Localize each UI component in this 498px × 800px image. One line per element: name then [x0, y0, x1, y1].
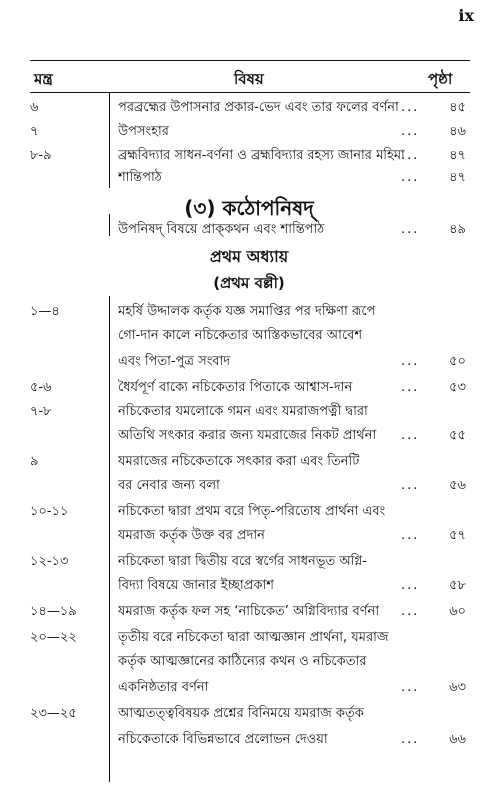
- toc-row-mantra: ৬: [30, 100, 39, 115]
- toc-row-subject: অতিথি সৎকার করার জন্য যমরাজের নিকট প্রার্থনা: [118, 428, 377, 443]
- toc-row-subject: ধৈর্যপূর্ণ বাক্যে নচিকেতার পিতাকে আশ্বাস-দান: [118, 380, 353, 395]
- toc-row-subject: মহর্ষি উদ্দালক কর্তৃক যজ্ঞ সমাপ্তির পর দক্ষিণা রূপে: [118, 304, 376, 319]
- header-page: পৃষ্ঠা: [428, 70, 453, 88]
- toc-row-subject: পরব্রহ্মের উপাসনার প্রকার-ভেদ এবং তার ফলের বর্ণনা: [118, 100, 399, 115]
- toc-row-subject: নচিকেতার যমলোকে গমন এবং যমরাজপত্নী দ্বারা: [118, 404, 368, 419]
- toc-row-subject: শান্তিপাঠ: [118, 170, 162, 185]
- header-top-rule: [30, 60, 470, 61]
- toc-row-mantra: ১৪—১৯: [30, 604, 77, 619]
- toc-row-page: ৫৫: [449, 428, 466, 443]
- toc-row-mantra: ৭-৮: [30, 404, 52, 419]
- toc-row-subject: কর্তৃক আত্মজ্ঞানের কাঠিন্যের কথন ও নচিকেতার: [118, 654, 367, 669]
- toc-row-subject: একনিষ্ঠতার বর্ণনা: [118, 680, 209, 695]
- toc-row-subject: আত্মতত্ত্ববিষয়ক প্রশ্নের বিনিময়ে যমরাজ কর্তৃক: [118, 706, 364, 721]
- toc-row-page: ৫৮: [449, 578, 466, 593]
- toc-row-leader: ...: [401, 732, 420, 747]
- toc-row-subject: ব্রহ্মবিদ্যার সাধন-বর্ণনা ও ব্রহ্মবিদ্যার রহস্য জানার মহিমা: [118, 148, 405, 163]
- toc-row-subject: উপনিষদ্ বিষয়ে প্রাক্‌কথন এবং শান্তিপাঠ: [118, 222, 325, 237]
- toc-row-subject: নচিকেতা দ্বারা প্রথম বরে পিতৃ-পরিতোষ প্রার্থনা এবং: [118, 504, 386, 519]
- toc-row-page: ৬৩: [449, 680, 466, 695]
- toc-row-leader: ...: [401, 222, 420, 237]
- toc-row-leader: ...: [401, 100, 420, 115]
- toc-row-mantra: ১০-১১: [30, 504, 69, 519]
- toc-row-leader: ...: [401, 170, 420, 185]
- header-subject: বিষয়: [234, 70, 264, 88]
- header-bottom-rule: [30, 92, 470, 93]
- column-divider: [109, 92, 110, 188]
- toc-row-page: ৫৩: [449, 380, 466, 395]
- toc-row-leader: ...: [401, 148, 420, 163]
- toc-row-subject: বর নেবার জন্য বলা: [118, 478, 220, 493]
- toc-row-leader: ...: [401, 528, 420, 543]
- valli-title: (প্রথম বল্লী): [213, 274, 285, 292]
- column-divider: [109, 296, 110, 782]
- toc-row-subject: যমরাজ কর্তৃক উক্ত বর প্রদান: [118, 528, 265, 543]
- chapter-title: প্রথম অধ্যায়: [209, 247, 289, 266]
- toc-row-leader: ...: [401, 604, 420, 619]
- toc-row-page: ৬৬: [449, 732, 466, 747]
- toc-row-page: ৪৫: [449, 100, 466, 115]
- toc-row-subject: যমরাজ কর্তৃক ফল সহ ‘নাচিকেত’ অগ্নিবিদ্যার বর্ণনা: [118, 604, 380, 619]
- toc-row-leader: ...: [401, 680, 420, 695]
- toc-row-subject: বিদ্যা বিষয়ে জানার ইচ্ছাপ্রকাশ: [118, 578, 274, 593]
- toc-row-page: ৫০: [449, 354, 466, 369]
- page-number: ix: [458, 6, 474, 25]
- toc-row-subject: উপসংহার: [118, 124, 169, 139]
- toc-row-mantra: ১—৪: [30, 304, 60, 319]
- section-title: (৩) কঠোপনিষদ্: [184, 196, 314, 220]
- toc-row-leader: ...: [401, 578, 420, 593]
- toc-row-mantra: ২৩—২৫: [30, 706, 77, 721]
- toc-row-subject: যমরাজের নচিকেতাকে সৎকার করা এবং তিনটি: [118, 454, 360, 469]
- toc-row-subject: এবং পিতা-পুত্র সংবাদ: [118, 354, 231, 369]
- toc-row-page: ৪৭: [449, 148, 466, 163]
- toc-row-subject: তৃতীয় বরে নচিকেতা দ্বারা আত্মজ্ঞান প্রার্থনা, যমরাজ: [118, 630, 389, 645]
- toc-row-page: ৪৯: [449, 222, 466, 237]
- toc-row-page: ৪৬: [449, 124, 466, 139]
- toc-row-subject: নচিকেতা দ্বারা দ্বিতীয় বরে স্বর্গের সাধনভূত অগ্নি-: [118, 554, 367, 569]
- toc-row-leader: ...: [401, 354, 420, 369]
- toc-row-leader: ...: [401, 428, 420, 443]
- toc-row-leader: ...: [401, 380, 420, 395]
- toc-row-page: ৪৭: [449, 170, 466, 185]
- toc-row-mantra: ৫-৬: [30, 380, 52, 395]
- toc-row-mantra: ২০—২২: [30, 630, 77, 645]
- header-mantra: মন্ত্র: [34, 70, 53, 88]
- toc-row-page: ৫৭: [449, 528, 466, 543]
- toc-row-mantra: ৭: [30, 124, 39, 139]
- toc-row-page: ৬০: [449, 604, 466, 619]
- toc-row-page: ৫৬: [449, 478, 466, 493]
- toc-row-subject: নচিকেতাকে বিভিন্নভাবে প্রলোভন দেওয়া: [118, 732, 328, 747]
- toc-row-mantra: ৯: [30, 454, 39, 469]
- toc-row-subject: গো-দান কালে নচিকেতার আস্তিকভাবের আবেশ: [118, 328, 363, 343]
- toc-row-leader: ...: [401, 478, 420, 493]
- toc-row-mantra: ১২-১৩: [30, 554, 69, 569]
- toc-row-leader: ...: [401, 124, 420, 139]
- toc-row-mantra: ৮-৯: [30, 148, 52, 163]
